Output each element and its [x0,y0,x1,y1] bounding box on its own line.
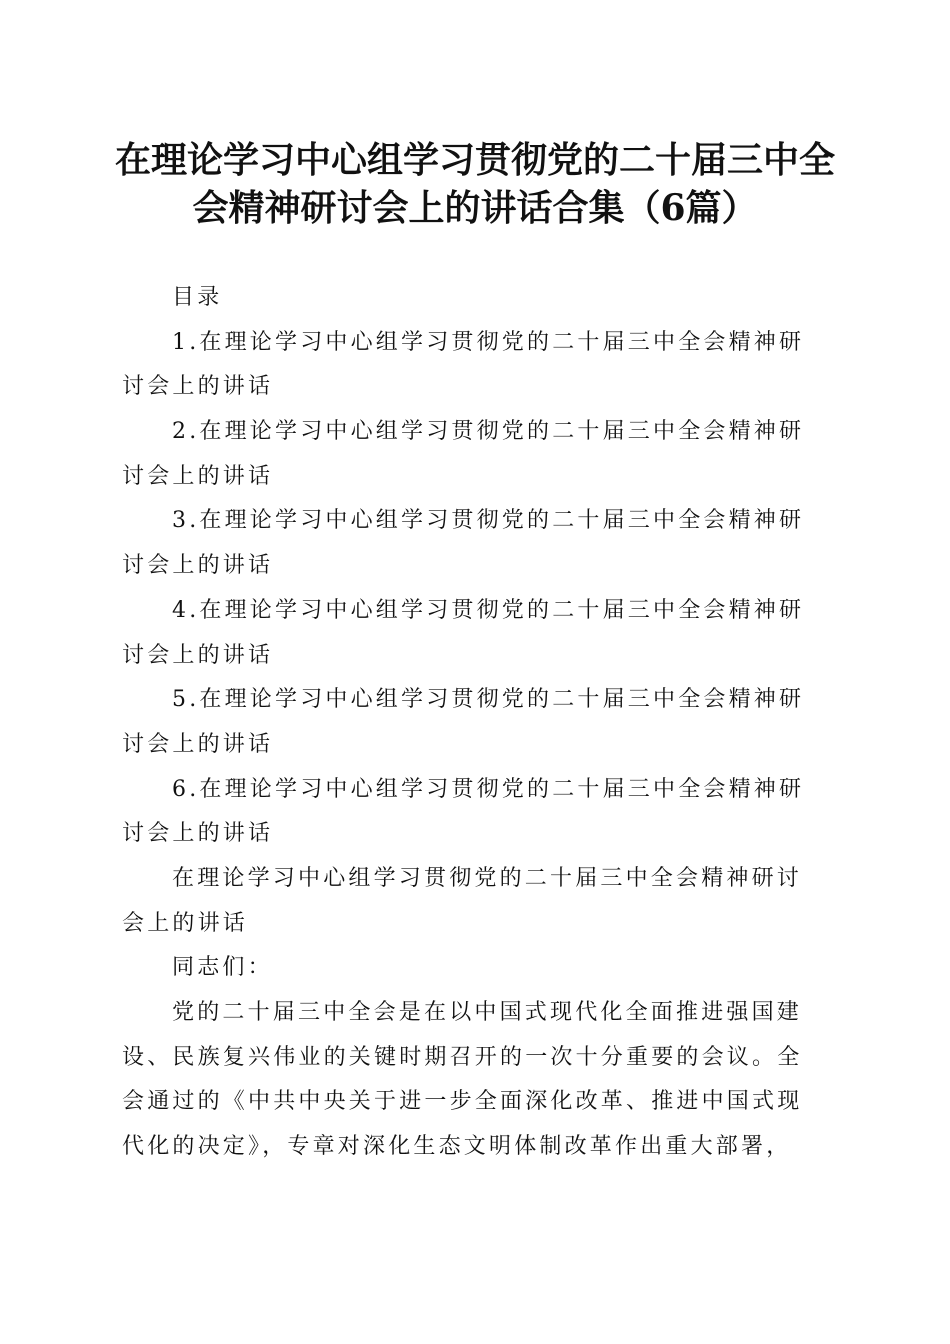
document-title-line-1: 在理论学习中心组学习贯彻党的二十届三中全 [114,139,835,181]
toc-heading: 目录 [172,285,223,310]
toc-item-5-line-2: 讨会上的讲话 [122,731,274,757]
toc-item-2-line-1: 2.在理论学习中心组学习贯彻党的二十届三中全会精神研 [172,419,805,445]
toc-item-5-line-1: 5.在理论学习中心组学习贯彻党的二十届三中全会精神研 [172,687,805,713]
toc-item-6-line-1: 6.在理论学习中心组学习贯彻党的二十届三中全会精神研 [172,776,805,802]
toc-item-2-line-2: 讨会上的讲话 [122,463,274,489]
toc-item-4-line-2: 讨会上的讲话 [122,642,274,668]
document-body [122,276,828,1170]
salutation: 同志们： [172,955,273,981]
toc-item-4-line-1: 4.在理论学习中心组学习贯彻党的二十届三中全会精神研 [172,597,805,623]
section-title-line-2: 会上的讲话 [122,910,249,936]
toc-item-1-line-2: 讨会上的讲话 [122,374,274,400]
paragraph-line-3: 会通过的《中共中央关于进一步全面深化改革、推进中国式现 [122,1089,803,1115]
paragraph-line-2: 设、民族复兴伟业的关键时期召开的一次十分重要的会议。全 [122,1044,803,1070]
document-title-line-2: 会精神研讨会上的讲话合集（6篇） [192,187,758,229]
toc-item-3-line-1: 3.在理论学习中心组学习贯彻党的二十届三中全会精神研 [172,508,805,534]
paragraph-line-4: 代化的决定》，专章对深化生态文明体制改革作出重大部署， [122,1134,792,1160]
section-title-line-1: 在理论学习中心组学习贯彻党的二十届三中全会精神研讨 [172,865,803,891]
toc-item-6-line-2: 讨会上的讲话 [122,821,274,847]
toc-item-1-line-1: 1.在理论学习中心组学习贯彻党的二十届三中全会精神研 [172,329,805,355]
toc-item-3-line-2: 讨会上的讲话 [122,553,274,579]
paragraph-line-1: 党的二十届三中全会是在以中国式现代化全面推进强国建 [172,1000,803,1025]
